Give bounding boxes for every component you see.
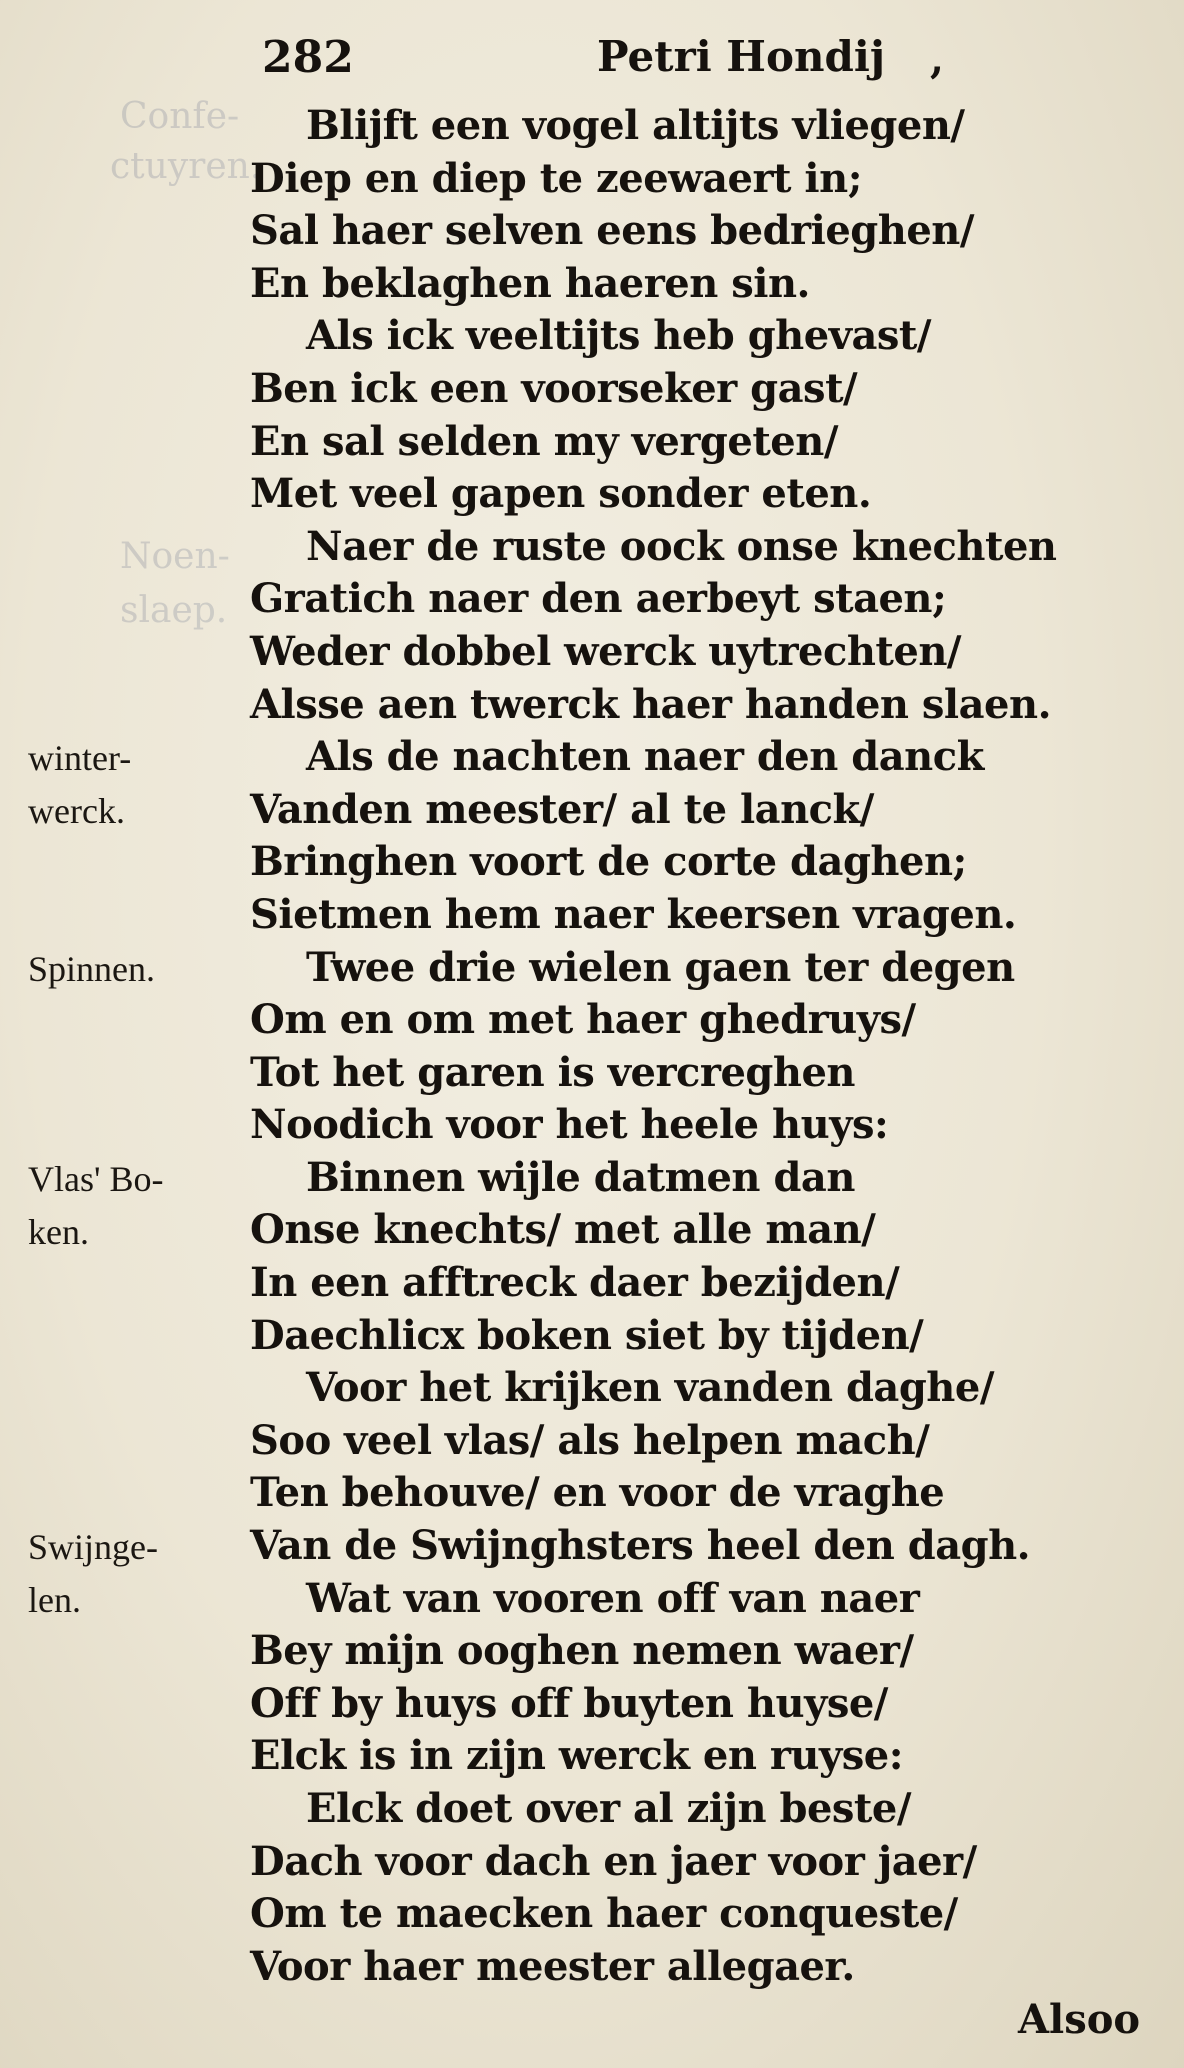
verse-line: Off by huys off buyten huyse/: [250, 1679, 888, 1727]
verse-line: Onse knechts/ met alle man/: [250, 1206, 876, 1254]
verse-line: Ten behouve/ en voor de vraghe: [250, 1469, 945, 1517]
verse-line: Voor haer meester allegaer.: [250, 1942, 855, 1990]
verse-line: Vanden meester/ al te lanck/: [250, 785, 874, 833]
verse-line: Elck doet over al zijn beste/: [306, 1785, 911, 1832]
verse-line: En beklaghen haeren sin.: [250, 259, 810, 307]
verse-line: Sietmen hem naer keersen vragen.: [250, 890, 1017, 938]
catchword: Alsoo: [1018, 1996, 1141, 2043]
bleed-note: Confe-: [120, 96, 240, 137]
running-title: Petri Hondij: [597, 32, 886, 81]
verse-line: Binnen wijle datmen dan: [306, 1153, 855, 1201]
verse-line: Elck is in zijn werck en ruyse:: [250, 1732, 903, 1780]
bleed-note: slaep.: [120, 590, 228, 631]
margin-note: winter-: [28, 738, 132, 779]
verse-line: In een afftreck daer bezijden/: [250, 1259, 900, 1307]
page-number: 282: [262, 32, 354, 83]
margin-note: Spinnen.: [28, 948, 156, 989]
verse-line: Als ick veeltijts heb ghevast/: [306, 312, 931, 360]
margin-note: Vlas' Bo-: [28, 1159, 164, 1199]
margin-note: ken.: [28, 1211, 89, 1252]
verse-line: Bringhen voort de corte daghen;: [250, 838, 967, 886]
verse-line: Ben ick een voorseker gast/: [250, 364, 858, 412]
verse-line: Om en om met haer ghedruys/: [250, 996, 916, 1044]
verse-block: [250, 100, 1110, 1993]
verse-line: Om te maecken haer conqueste/: [250, 1890, 958, 1938]
verse-line: Alsse aen twerck haer handen slaen.: [250, 680, 1051, 728]
verse-line: Van de Swijnghsters heel den dagh.: [250, 1522, 1031, 1570]
verse-line: Noodich voor het heele huys:: [250, 1101, 889, 1149]
verse-line: Diep en diep te zeewaert in;: [250, 154, 862, 202]
bleed-note: Noen-: [120, 536, 230, 577]
margin-note: Swijnge-: [28, 1527, 158, 1568]
verse-line: Als de nachten naer den danck: [306, 733, 984, 781]
verse-line: Blijft een vogel altijts vliegen/: [306, 102, 965, 149]
bleed-note: ctuyren.: [110, 146, 262, 187]
verse-line: Daechlicx boken siet by tijden/: [250, 1311, 924, 1359]
verse-line: Sal haer selven eens bedrieghen/: [250, 207, 974, 255]
verse-line: Gratich naer den aerbeyt staen;: [250, 575, 947, 623]
verse-line: En sal selden my vergeten/: [250, 417, 838, 465]
header-mark: ,: [930, 36, 944, 83]
verse-line: Twee drie wielen gaen ter degen: [306, 943, 1015, 991]
verse-line: Naer de ruste oock onse knechten: [306, 522, 1057, 570]
verse-line: Wat van vooren off van naer: [306, 1574, 920, 1622]
verse-line: Soo veel vlas/ als helpen mach/: [250, 1416, 930, 1464]
verse-line: Bey mijn ooghen nemen waer/: [250, 1627, 914, 1675]
verse-line: Voor het krijken vanden daghe/: [306, 1364, 994, 1412]
verse-line: Tot het garen is vercreghen: [250, 1048, 855, 1096]
verse-line: Weder dobbel werck uytrechten/: [250, 627, 962, 675]
page-header: [262, 26, 962, 86]
verse-line: Met veel gapen sonder eten.: [250, 470, 872, 518]
verse-line: Dach voor dach en jaer voor jaer/: [250, 1837, 977, 1885]
margin-note: werck.: [28, 790, 125, 831]
margin-note: len.: [28, 1579, 81, 1620]
